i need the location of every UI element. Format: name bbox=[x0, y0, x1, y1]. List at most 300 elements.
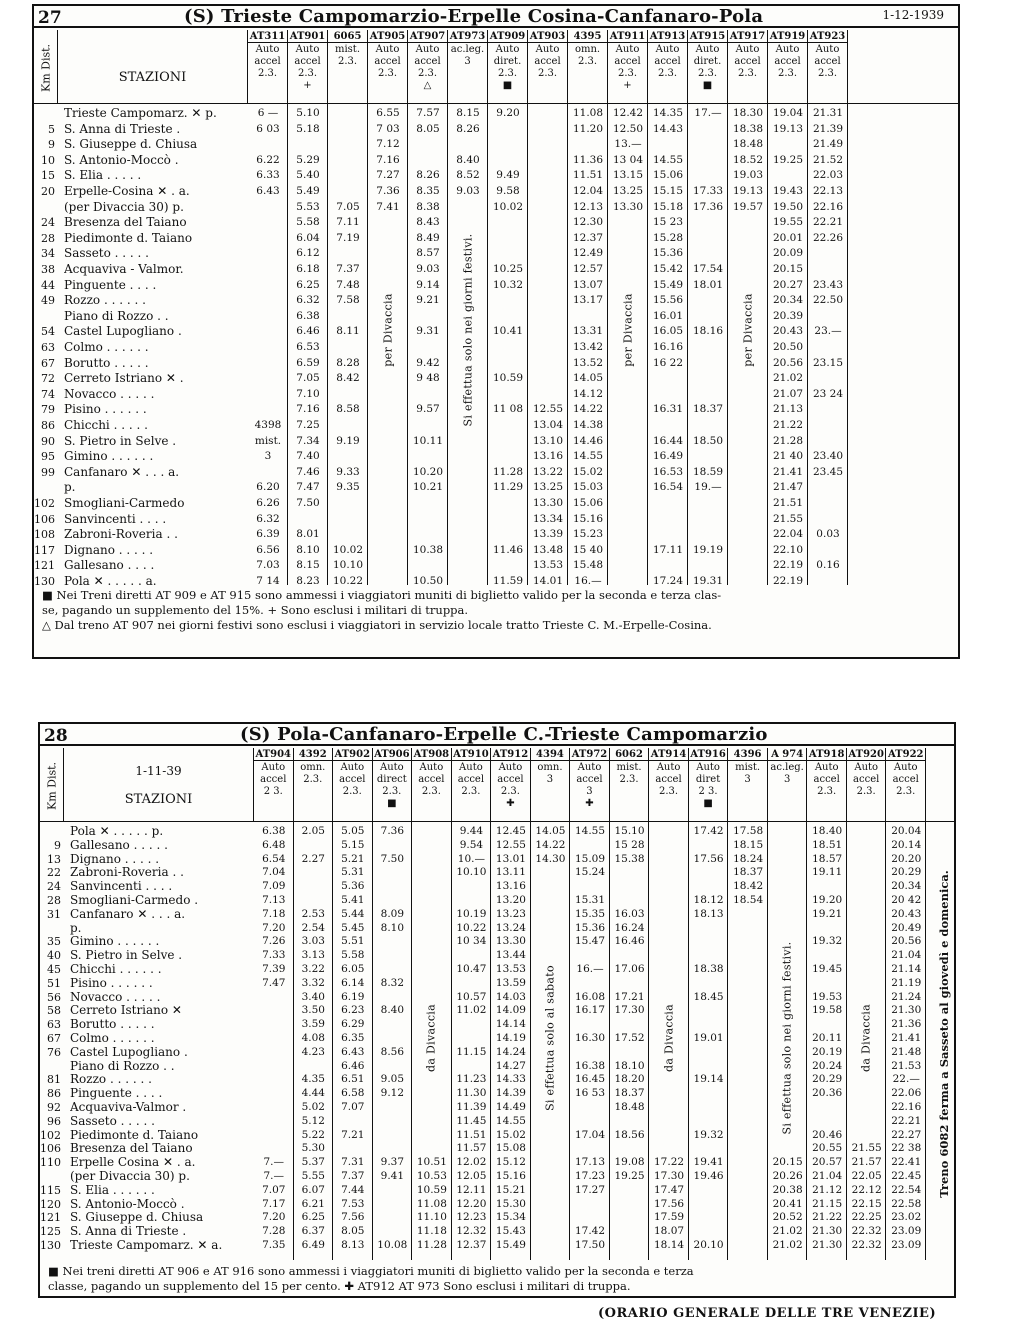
time-cell: 15.02 bbox=[495, 1128, 526, 1141]
vertical-note: Si effettua solo nei giorni festivi. bbox=[780, 941, 794, 1135]
time-cell: 13.07 bbox=[572, 278, 604, 291]
table-row bbox=[34, 231, 958, 246]
station-name: Zabroni-Roveria . . bbox=[70, 865, 184, 880]
time-cell: 4398 bbox=[254, 419, 282, 431]
time-cell: 7.16 bbox=[376, 153, 400, 166]
time-cell: 5.02 bbox=[301, 1101, 325, 1113]
train-type: Auto accel 2.3. bbox=[654, 44, 681, 79]
time-cell: 10.10 bbox=[332, 559, 364, 572]
time-cell: 16.54 bbox=[652, 481, 684, 494]
train-type: Auto accel 2.3. bbox=[418, 762, 445, 797]
time-cell: 5.49 bbox=[296, 185, 320, 197]
station-name: S. Elia . . . . . bbox=[64, 168, 142, 183]
time-cell: 14.09 bbox=[495, 1004, 526, 1017]
time-cell: 20.24 bbox=[812, 1059, 843, 1072]
time-cell: 0.16 bbox=[816, 559, 840, 572]
time-cell: 11.08 bbox=[416, 1197, 447, 1210]
table-row bbox=[34, 387, 958, 402]
time-cell: 15 28 bbox=[614, 838, 645, 851]
km-value: 28 bbox=[41, 231, 55, 245]
time-cell: 7.16 bbox=[296, 403, 320, 416]
time-cell: 7.47 bbox=[296, 481, 320, 494]
time-cell: 19.01 bbox=[693, 1032, 724, 1044]
time-cell: 6.51 bbox=[341, 1073, 365, 1086]
time-cell: 12.55 bbox=[495, 838, 526, 851]
train-code: AT922 bbox=[887, 749, 924, 760]
time-cell: 14.49 bbox=[495, 1101, 526, 1113]
table-row bbox=[40, 1059, 954, 1074]
time-cell: 8.28 bbox=[336, 356, 360, 369]
km-value: 58 bbox=[47, 1004, 61, 1018]
train-type: Auto accel 2.3. bbox=[892, 762, 919, 797]
km-value: 76 bbox=[47, 1045, 61, 1059]
time-cell: 7.46 bbox=[296, 465, 320, 478]
time-cell: 8.56 bbox=[380, 1045, 405, 1058]
time-cell: 19.41 bbox=[693, 1156, 724, 1169]
time-cell: 6.46 bbox=[296, 325, 320, 338]
train-type: omn. 2.3. bbox=[300, 762, 326, 785]
time-cell: 7.19 bbox=[336, 231, 360, 244]
time-cell: 8.05 bbox=[341, 1225, 365, 1238]
footnotes bbox=[48, 1264, 946, 1294]
time-cell: 3 bbox=[264, 450, 272, 463]
table-row bbox=[40, 1045, 954, 1060]
time-cell: 5.53 bbox=[296, 200, 320, 213]
time-cell: 14.05 bbox=[572, 372, 604, 385]
time-cell: 13.15 bbox=[612, 169, 644, 182]
train-type: Auto accel 2.3. bbox=[457, 762, 485, 797]
time-cell: 22.05 bbox=[851, 1170, 882, 1182]
time-cell: 10.32 bbox=[492, 278, 524, 291]
train-type: Auto accel 2.3. bbox=[814, 44, 841, 79]
time-cell: 11.39 bbox=[456, 1101, 487, 1113]
time-cell: 10.50 bbox=[412, 575, 444, 587]
time-cell: 5.51 bbox=[341, 935, 365, 948]
station-name: Cerreto Istriano ✕ . bbox=[64, 371, 184, 386]
time-cell: 7.20 bbox=[262, 1211, 286, 1224]
time-cell: 17.59 bbox=[654, 1211, 685, 1224]
time-cell: 15.18 bbox=[652, 200, 684, 213]
time-cell: 23 24 bbox=[812, 387, 844, 400]
time-cell: 5.05 bbox=[341, 825, 365, 837]
train-code: AT902 bbox=[334, 749, 371, 760]
table-row bbox=[40, 1238, 954, 1253]
time-cell: 18.24 bbox=[733, 852, 764, 865]
time-cell: 17.33 bbox=[692, 185, 724, 197]
time-cell: 18.37 bbox=[733, 866, 764, 879]
time-cell: 22.04 bbox=[772, 528, 804, 541]
km-value: 45 bbox=[47, 963, 61, 976]
time-cell: 10.22 bbox=[456, 921, 487, 934]
train-code: AT908 bbox=[413, 749, 450, 760]
footnote: ■ Nei treni diretti AT 906 e AT 916 sono ammessi i viaggiatori muniti di biglietto valido per la seconda e terza bbox=[48, 1264, 694, 1278]
time-cell: 22.12 bbox=[851, 1183, 882, 1196]
vertical-note: per Divaccia bbox=[621, 293, 634, 367]
time-cell: 14.01 bbox=[532, 575, 564, 587]
vertical-note: da Divaccia bbox=[859, 1004, 873, 1072]
train-type: mist. 2.3. bbox=[616, 762, 642, 785]
time-cell: 20.19 bbox=[812, 1045, 843, 1058]
time-cell: 10.51 bbox=[416, 1156, 447, 1169]
time-cell: 16.44 bbox=[652, 434, 684, 447]
time-cell: 10.21 bbox=[412, 481, 444, 494]
time-cell: 12.37 bbox=[456, 1239, 487, 1251]
time-cell: 19.50 bbox=[772, 200, 804, 213]
time-cell: 12.23 bbox=[456, 1211, 487, 1224]
time-cell: 18.56 bbox=[614, 1128, 645, 1141]
km-value: 106 bbox=[40, 1142, 61, 1156]
table-row bbox=[34, 558, 958, 573]
time-cell: 6.32 bbox=[296, 294, 320, 307]
time-cell: 16.05 bbox=[652, 325, 684, 338]
train-type: Auto accel 2 3. bbox=[260, 762, 287, 797]
time-cell: 15.08 bbox=[495, 1142, 526, 1155]
time-cell: 20.50 bbox=[772, 341, 804, 353]
time-cell: 10.— bbox=[457, 852, 485, 865]
time-cell: 14.24 bbox=[495, 1045, 526, 1058]
time-cell: 16.01 bbox=[652, 309, 684, 322]
time-cell: 19.45 bbox=[812, 963, 843, 975]
time-cell: 21.53 bbox=[891, 1059, 922, 1072]
time-cell: 5.37 bbox=[301, 1156, 325, 1169]
time-cell: 5.21 bbox=[341, 852, 365, 865]
station-name: Rozzo . . . . . . bbox=[70, 1072, 152, 1087]
train-type: Auto accel 2.3. bbox=[339, 762, 366, 797]
table-row bbox=[34, 168, 958, 183]
time-cell: 12.13 bbox=[572, 200, 604, 213]
table-row bbox=[40, 852, 954, 867]
time-cell: 11.02 bbox=[456, 1004, 487, 1017]
time-cell: 7.50 bbox=[296, 497, 320, 509]
time-cell: 19.04 bbox=[772, 107, 804, 119]
table-row bbox=[40, 1169, 954, 1184]
time-cell: 10.57 bbox=[456, 990, 487, 1003]
time-cell: 16.16 bbox=[652, 341, 684, 353]
table-row bbox=[40, 1197, 954, 1212]
time-cell: 13.34 bbox=[532, 512, 564, 525]
time-cell: 6.35 bbox=[341, 1032, 365, 1044]
time-cell: 10 34 bbox=[456, 935, 487, 948]
footnote: △ Dal treno AT 907 nei giorni festivi sono esclusi i viaggiatori in servizio locale tratto Trieste C. M.-Erpelle-Cosina. bbox=[42, 618, 712, 632]
time-cell: mist. bbox=[254, 434, 282, 447]
time-cell: 6.07 bbox=[301, 1183, 325, 1196]
time-cell: 14.38 bbox=[572, 419, 604, 431]
station-name: Piano di Rozzo . . bbox=[70, 1058, 175, 1073]
station-name: S. Anna di Trieste . bbox=[70, 1224, 187, 1239]
time-cell: 5.15 bbox=[341, 838, 365, 851]
time-cell: 18.48 bbox=[614, 1101, 645, 1113]
time-cell: 7 03 bbox=[376, 122, 400, 135]
station-name: Borutto . . . . . bbox=[70, 1017, 155, 1032]
table-row bbox=[40, 1183, 954, 1198]
time-cell: 19.13 bbox=[732, 185, 764, 197]
time-cell: 7.53 bbox=[341, 1197, 365, 1210]
time-cell: 18.45 bbox=[693, 990, 724, 1003]
time-cell: 11.28 bbox=[416, 1239, 447, 1251]
time-cell: 23.02 bbox=[891, 1211, 922, 1224]
train-code: AT918 bbox=[808, 749, 845, 760]
train-type: Auto accel 3 ✚ bbox=[576, 762, 603, 809]
km-value: 102 bbox=[40, 1128, 61, 1142]
time-cell: 13 04 bbox=[612, 153, 644, 166]
time-cell: 17.24 bbox=[652, 575, 684, 587]
km-value: 67 bbox=[47, 1032, 61, 1045]
time-cell: 15.38 bbox=[614, 852, 645, 865]
station-name: S. Antonio-Moccò . bbox=[70, 1196, 185, 1211]
time-cell: 7.28 bbox=[262, 1225, 286, 1238]
time-cell: 17.04 bbox=[574, 1128, 606, 1141]
time-cell: 14.39 bbox=[495, 1087, 526, 1100]
time-cell: 6.14 bbox=[341, 976, 365, 989]
time-cell: 7.41 bbox=[376, 200, 400, 213]
time-cell: 6.20 bbox=[256, 481, 280, 494]
source-credit: (ORARIO GENERALE DELLE TRE VENEZIE) bbox=[598, 1306, 937, 1321]
time-cell: 15.06 bbox=[652, 169, 684, 182]
station-name: Colmo . . . . . . bbox=[64, 340, 149, 354]
km-value: 28 bbox=[47, 894, 61, 907]
km-dist-label: Km Dist. bbox=[34, 30, 58, 104]
time-cell: 5.45 bbox=[341, 921, 365, 934]
station-name: Novacco . . . . . bbox=[64, 386, 155, 401]
time-cell: 19.20 bbox=[812, 894, 843, 906]
time-cell: 5.55 bbox=[301, 1170, 325, 1182]
station-name: Bresenza del Taiano bbox=[64, 215, 187, 230]
table-row bbox=[40, 934, 954, 949]
time-cell: 17.56 bbox=[693, 852, 724, 865]
table-row bbox=[40, 907, 954, 922]
table-number: 28 bbox=[44, 726, 68, 746]
time-cell: 6.43 bbox=[256, 185, 280, 197]
time-cell: 4.35 bbox=[301, 1073, 325, 1086]
time-cell: 23.15 bbox=[812, 356, 844, 369]
table-date: 1-11-39 bbox=[135, 764, 182, 778]
time-cell: 21.30 bbox=[812, 1239, 843, 1251]
time-cell: 21.22 bbox=[772, 419, 804, 431]
time-cell: 7.13 bbox=[262, 894, 286, 906]
train-code: 6065 bbox=[328, 30, 367, 43]
time-cell: 21.41 bbox=[772, 465, 804, 478]
time-cell: 3.03 bbox=[301, 935, 325, 948]
time-cell: 7.10 bbox=[296, 387, 320, 400]
time-cell: 12.04 bbox=[572, 185, 604, 197]
time-cell: 11.45 bbox=[456, 1114, 487, 1127]
time-cell: 15.31 bbox=[574, 894, 606, 906]
time-cell: 13.53 bbox=[532, 559, 564, 572]
time-cell: 7.18 bbox=[262, 907, 286, 920]
time-cell: 6.48 bbox=[262, 838, 286, 851]
km-value: 86 bbox=[41, 419, 55, 432]
time-cell: 19.32 bbox=[693, 1128, 724, 1141]
time-cell: 20.34 bbox=[772, 294, 804, 307]
station-name: Pola ✕ . . . . . p. bbox=[70, 824, 164, 838]
km-value: 56 bbox=[47, 990, 61, 1004]
time-cell: 7.05 bbox=[336, 200, 360, 213]
time-cell: 11.29 bbox=[492, 481, 524, 494]
time-cell: 10.11 bbox=[412, 434, 444, 447]
km-value: 9 bbox=[48, 138, 55, 152]
train-code: AT914 bbox=[650, 749, 687, 760]
km-value: 74 bbox=[41, 387, 55, 401]
table-number: 27 bbox=[38, 8, 62, 28]
time-cell: 6.32 bbox=[256, 512, 280, 525]
time-cell: 15.30 bbox=[495, 1197, 526, 1210]
time-cell: 12.20 bbox=[456, 1197, 487, 1210]
time-cell: 6.26 bbox=[256, 497, 280, 509]
time-cell: 16.38 bbox=[574, 1059, 606, 1072]
table-row bbox=[34, 418, 958, 433]
time-cell: 5.18 bbox=[296, 122, 320, 135]
time-cell: 7.— bbox=[263, 1156, 285, 1169]
train-code: AT909 bbox=[489, 31, 526, 42]
time-cell: 19.— bbox=[694, 481, 722, 494]
km-value: 9 bbox=[54, 838, 61, 852]
time-cell: 19.43 bbox=[772, 185, 804, 197]
table-row bbox=[40, 865, 954, 880]
time-cell: 14.55 bbox=[572, 450, 604, 463]
vertical-note: da Divaccia bbox=[424, 1004, 438, 1072]
km-value: 108 bbox=[34, 528, 55, 542]
time-cell: 16 53 bbox=[574, 1087, 606, 1100]
time-cell: 13.39 bbox=[532, 528, 564, 541]
time-cell: 8.40 bbox=[380, 1004, 405, 1017]
km-value: 35 bbox=[47, 935, 61, 949]
time-cell: 9.41 bbox=[380, 1170, 405, 1182]
table-row bbox=[34, 480, 958, 495]
time-cell: 10.02 bbox=[332, 543, 364, 556]
time-cell: 19.08 bbox=[614, 1156, 645, 1169]
train-type: omn. 2.3. bbox=[574, 44, 601, 67]
time-cell: 22.13 bbox=[812, 185, 844, 197]
time-cell: 7.17 bbox=[262, 1197, 286, 1210]
time-cell: 7.04 bbox=[262, 866, 286, 879]
timetable-header bbox=[40, 724, 954, 746]
time-cell: 16.— bbox=[576, 963, 604, 975]
train-code: AT913 bbox=[649, 31, 686, 42]
station-name: p. bbox=[70, 920, 82, 935]
time-cell: 19.57 bbox=[732, 200, 764, 213]
timetable-27 bbox=[32, 4, 960, 659]
time-cell: 18.59 bbox=[692, 465, 724, 478]
time-cell: 19.32 bbox=[812, 935, 843, 948]
time-cell: 6.39 bbox=[256, 528, 280, 541]
time-cell: 13.30 bbox=[612, 200, 644, 213]
time-cell: 8.40 bbox=[456, 153, 480, 166]
time-cell: 19.25 bbox=[614, 1170, 645, 1182]
time-cell: 8.32 bbox=[380, 976, 405, 989]
time-cell: 22.27 bbox=[891, 1128, 922, 1141]
time-cell: 8.57 bbox=[416, 247, 440, 260]
time-cell: 7.— bbox=[263, 1170, 285, 1182]
time-cell: 5.30 bbox=[301, 1142, 325, 1155]
time-cell: 17.58 bbox=[733, 825, 764, 837]
vertical-note: per Divaccia bbox=[381, 293, 394, 367]
time-cell: 9.37 bbox=[380, 1156, 405, 1169]
time-cell: 5.12 bbox=[301, 1114, 325, 1127]
time-cell: 8.52 bbox=[456, 169, 480, 182]
km-value: 63 bbox=[47, 1018, 61, 1032]
time-cell: 16.— bbox=[574, 575, 602, 587]
time-cell: 17.— bbox=[694, 107, 722, 119]
table-row bbox=[34, 215, 958, 230]
time-cell: 6 03 bbox=[256, 122, 280, 135]
time-cell: 10.53 bbox=[416, 1170, 447, 1182]
table-row bbox=[34, 512, 958, 527]
km-value: 115 bbox=[40, 1183, 61, 1197]
time-cell: 10.02 bbox=[492, 200, 524, 213]
time-cell: 8.09 bbox=[380, 907, 405, 920]
time-cell: 6.49 bbox=[301, 1239, 325, 1251]
table-row bbox=[40, 1017, 954, 1032]
time-cell: 7.26 bbox=[262, 935, 286, 948]
station-name: Trieste Campomarz. ✕ a. bbox=[70, 1238, 223, 1252]
time-cell: 7.05 bbox=[296, 372, 320, 385]
time-cell: 21.36 bbox=[891, 1018, 922, 1031]
time-cell: 20.29 bbox=[812, 1073, 843, 1086]
time-cell: 18.37 bbox=[614, 1087, 645, 1100]
time-cell: 22.06 bbox=[891, 1087, 922, 1100]
time-cell: 21.14 bbox=[891, 963, 922, 975]
station-name: Sanvincenti . . . . bbox=[64, 511, 167, 526]
time-cell: 13.42 bbox=[572, 341, 604, 353]
time-cell: 16.49 bbox=[652, 450, 684, 463]
table-row bbox=[34, 465, 958, 480]
train-type: Auto accel 2.3. △ bbox=[414, 44, 441, 91]
km-value: 10 bbox=[41, 153, 55, 167]
time-cell: 8.15 bbox=[296, 559, 320, 572]
time-cell: 7.35 bbox=[262, 1239, 286, 1251]
train-type: Auto accel 2.3. bbox=[774, 44, 801, 79]
time-cell: 20.38 bbox=[772, 1183, 803, 1196]
footnotes bbox=[42, 588, 950, 633]
time-cell: 18.15 bbox=[733, 838, 764, 851]
time-cell: 11.51 bbox=[572, 169, 604, 182]
time-cell: 17.06 bbox=[614, 963, 645, 975]
time-cell: 3.59 bbox=[301, 1018, 325, 1031]
train-code: 4395 bbox=[568, 30, 607, 43]
time-cell: 22.21 bbox=[891, 1114, 922, 1127]
table-row bbox=[40, 948, 954, 963]
time-cell: 16.31 bbox=[652, 403, 684, 416]
time-cell: 5.44 bbox=[341, 907, 365, 920]
km-value: 106 bbox=[34, 512, 55, 526]
km-value: 20 bbox=[41, 185, 55, 198]
km-value: 102 bbox=[34, 497, 55, 510]
timetable-header bbox=[34, 6, 958, 28]
time-cell: 21.30 bbox=[812, 1225, 843, 1238]
time-cell: 18.57 bbox=[812, 852, 843, 865]
time-cell: 15.43 bbox=[495, 1225, 526, 1238]
time-cell: 21.12 bbox=[812, 1183, 843, 1196]
time-cell: 12.30 bbox=[572, 216, 604, 229]
station-name: Cerreto Istriano ✕ bbox=[70, 1003, 182, 1018]
time-cell: 8.05 bbox=[416, 122, 440, 135]
time-cell: 13.20 bbox=[495, 894, 526, 906]
time-cell: 15.09 bbox=[574, 852, 606, 865]
time-cell: 12.05 bbox=[456, 1170, 487, 1182]
time-cell: 18.07 bbox=[654, 1225, 685, 1238]
time-cell: 6.05 bbox=[341, 963, 365, 975]
time-cell: 20.27 bbox=[772, 278, 804, 291]
km-value: 72 bbox=[41, 372, 55, 386]
km-value: 54 bbox=[41, 325, 55, 339]
time-cell: 22.54 bbox=[891, 1183, 922, 1196]
time-cell: 7.25 bbox=[296, 419, 320, 431]
footnote: se, pagando un supplemento del 15%. + Sono esclusi i militari di truppa. bbox=[42, 603, 469, 617]
time-cell: 15.36 bbox=[652, 247, 684, 260]
time-cell: 11 08 bbox=[492, 403, 524, 416]
time-cell: 4.23 bbox=[301, 1045, 325, 1058]
time-cell: 22.16 bbox=[812, 200, 844, 213]
